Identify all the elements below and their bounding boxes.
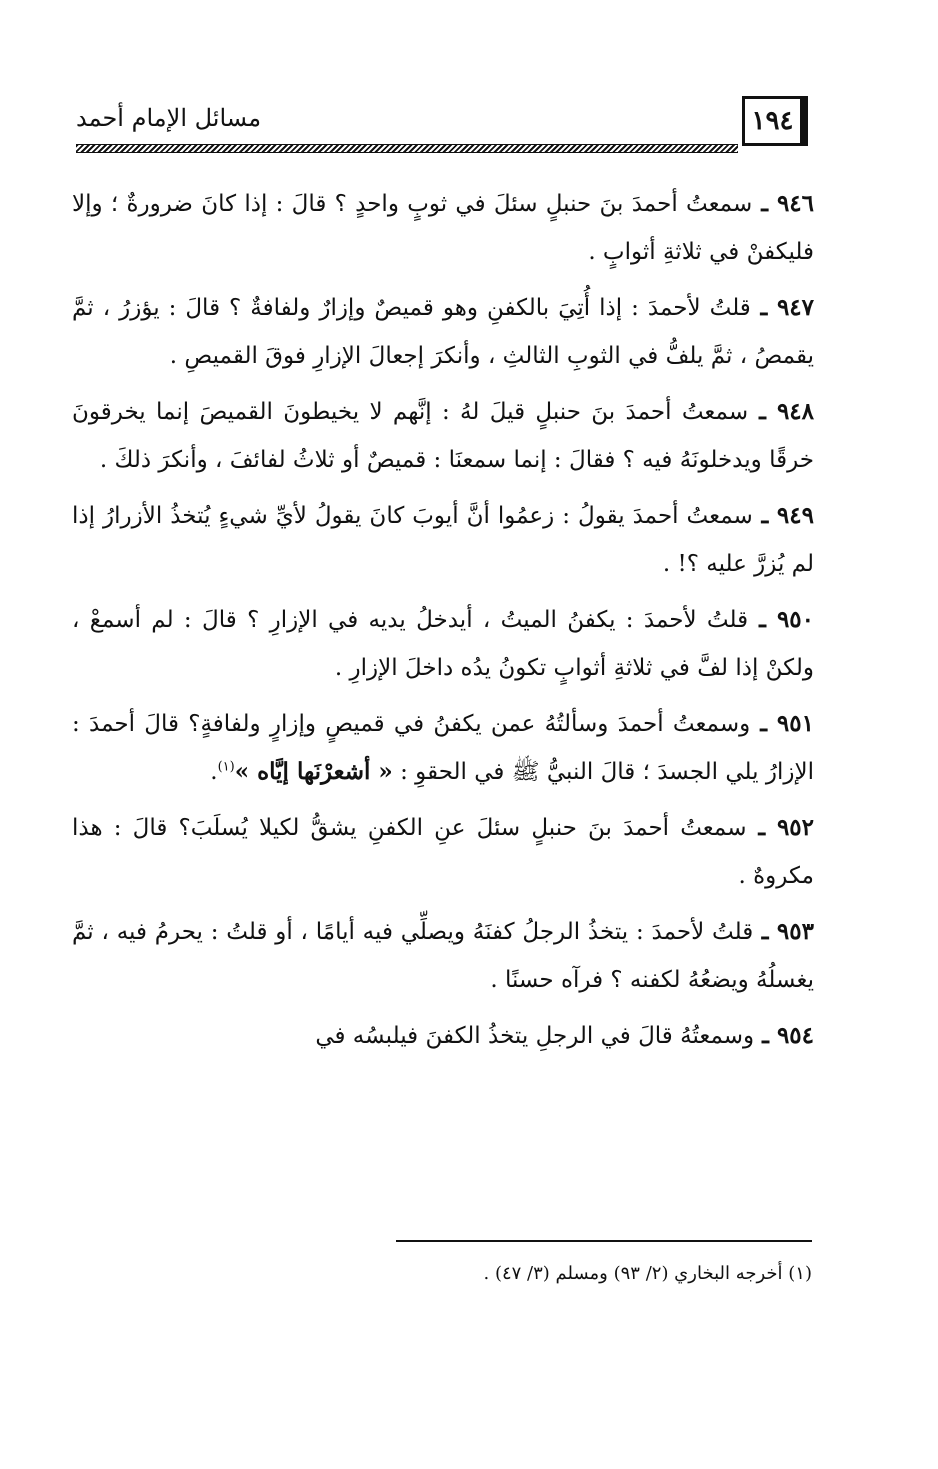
running-title: مسائل الإمام أحمد (76, 104, 262, 132)
entry-text: سمعتُ أحمدَ بنَ حنبلٍ قيلَ لهُ : إنَّهم لا يخيطونَ القميصَ إنما يخرقونَ خرقًا ويدخلونَهُ فيه ؟ فقالَ : إنما سمعنَا : قميصٌ أو ثلاثُ لفائفَ ، وأنكرَ ذلكَ . (72, 399, 814, 473)
entry-950: ٩٥٠ ـ قلتُ لأحمدَ : يكفنُ الميتُ ، أيدخلُ يديه في الإزارِ ؟ قالَ : لم أسمعْ ، ولكنْ إذا لفَّ في ثلاثةِ أثوابٍ تكونُ يدُه داخلَ الإزارِ . (72, 606, 814, 681)
entry-number: ٩٥١ (776, 710, 814, 737)
entry-947: ٩٤٧ ـ قلتُ لأحمدَ : إذا أُتِيَ بالكفنِ وهو قميصٌ وإزارٌ ولفافةٌ ؟ قالَ : يؤزرُ ، ثمَّ يقمصُ ، ثمَّ يلفُّ في الثوبِ الثالثِ ، وأنكرَ إجعالَ الإزارِ فوقَ القميصِ . (72, 294, 814, 369)
entry-949: ٩٤٩ ـ سمعتُ أحمدَ يقولُ : زعمُوا أنَّ أيوبَ كانَ يقولُ لأيِّ شيءٍ يُتخذُ الأزرارُ إذا لم يُزرَّ عليه ؟! . (72, 502, 814, 577)
footnote-ref: (١) (217, 759, 235, 775)
entry-text: سمعتُ أحمدَ يقولُ : زعمُوا أنَّ أيوبَ كانَ يقولُ لأيِّ شيءٍ يُتخذُ الأزرارُ إذا لم يُزرَّ عليه ؟! . (72, 503, 814, 577)
page-number: ١٩٤ (742, 96, 808, 146)
entry-948: ٩٤٨ ـ سمعتُ أحمدَ بنَ حنبلٍ قيلَ لهُ : إنَّهم لا يخيطونَ القميصَ إنما يخرقونَ خرقًا ويدخلونَهُ فيه ؟ فقالَ : إنما سمعنَا : قميصٌ أو ثلاثُ لفائفَ ، وأنكرَ ذلكَ . (72, 398, 814, 473)
page-header (76, 96, 808, 160)
entry-text: قلتُ لأحمدَ : يكفنُ الميتُ ، أيدخلُ يديه في الإزارِ ؟ قالَ : لم أسمعْ ، ولكنْ إذا لفَّ في ثلاثةِ أثوابٍ تكونُ يدُه داخلَ الإزارِ . (72, 607, 814, 681)
footnote: (١) أخرجه البخاري (٢/ ٩٣) ومسلم (٣/ ٤٧) . (483, 1263, 812, 1284)
entry-text: قلتُ لأحمدَ : يتخذُ الرجلُ كفنَهُ ويصلِّي فيه أيامًا ، أو قلتُ : يحرمُ فيه ، ثمَّ يغسلُهُ ويضعُهُ لكفنه ؟ فرآه حسنًا . (72, 919, 814, 993)
entry-text: قلتُ لأحمدَ : إذا أُتِيَ بالكفنِ وهو قميصٌ وإزارٌ ولفافةٌ ؟ قالَ : يؤزرُ ، ثمَّ يقمصُ ، ثمَّ يلفُّ في الثوبِ الثالثِ ، وأنكرَ إجعالَ الإزارِ فوقَ القميصِ . (72, 295, 814, 369)
entry-954: ٩٥٤ ـ وسمعتُهُ قالَ في الرجلِ يتخذُ الكفنَ فيلبسُه في (315, 1022, 814, 1049)
entry-946: ٩٤٦ ـ سمعتُ أحمدَ بنَ حنبلٍ سئلَ في ثوبٍ واحدٍ ؟ قالَ : إذا كانَ ضرورةٌ ؛ وإلا فليكفنْ في ثلاثةِ أثوابٍ . (72, 190, 814, 265)
entry-number: ٩٤٩ (776, 502, 814, 529)
entry-952: ٩٥٢ ـ سمعتُ أحمدَ بنَ حنبلٍ سئلَ عنِ الكفنِ يشقُّ لكيلا يُسلَبَ؟ قالَ : هذا مكروهٌ . (72, 814, 814, 889)
header-rule (76, 144, 738, 153)
footnote-rule (396, 1240, 812, 1242)
entry-number: ٩٥٤ (776, 1022, 814, 1049)
entry-number: ٩٤٦ (776, 190, 814, 217)
entry-953: ٩٥٣ ـ قلتُ لأحمدَ : يتخذُ الرجلُ كفنَهُ ويصلِّي فيه أيامًا ، أو قلتُ : يحرمُ فيه ، ثمَّ يغسلُهُ ويضعُهُ لكفنه ؟ فرآه حسنًا . (72, 918, 814, 993)
entry-text: وسمعتُ أحمدَ وسألتُهُ عمن يكفنُ في قميصٍ وإزارٍ ولفافةٍ؟ قالَ أحمدَ : الإزارُ يلي الجسدَ ؛ قالَ النبيُّ ﷺ في الحقوِ : (72, 711, 814, 785)
entry-text: وسمعتُهُ قالَ في الرجلِ يتخذُ الكفنَ فيلبسُه في (315, 1023, 755, 1049)
entry-number: ٩٥٣ (776, 918, 814, 945)
page-body (72, 180, 814, 1068)
entry-text: سمعتُ أحمدَ بنَ حنبلٍ سئلَ في ثوبٍ واحدٍ ؟ قالَ : إذا كانَ ضرورةٌ ؛ وإلا فليكفنْ في ثلاثةِ أثوابٍ . (72, 191, 814, 265)
entry-number: ٩٥٢ (776, 814, 814, 841)
entry-951: ٩٥١ ـ وسمعتُ أحمدَ وسألتُهُ عمن يكفنُ في قميصٍ وإزارٍ ولفافةٍ؟ قالَ أحمدَ : الإزارُ يلي الجسدَ ؛ قالَ النبيُّ ﷺ في الحقوِ : « أشعرْنَها إيَّاه »$^{(١)}$. (72, 710, 814, 785)
entry-number: ٩٤٨ (776, 398, 814, 425)
entry-text: سمعتُ أحمدَ بنَ حنبلٍ سئلَ عنِ الكفنِ يشقُّ لكيلا يُسلَبَ؟ قالَ : هذا مكروهٌ . (72, 815, 814, 889)
entry-number: ٩٤٧ (776, 294, 814, 321)
hadith-quote: « أشعرْنَها إيَّاه » (234, 758, 393, 785)
entry-number: ٩٥٠ (776, 606, 814, 633)
